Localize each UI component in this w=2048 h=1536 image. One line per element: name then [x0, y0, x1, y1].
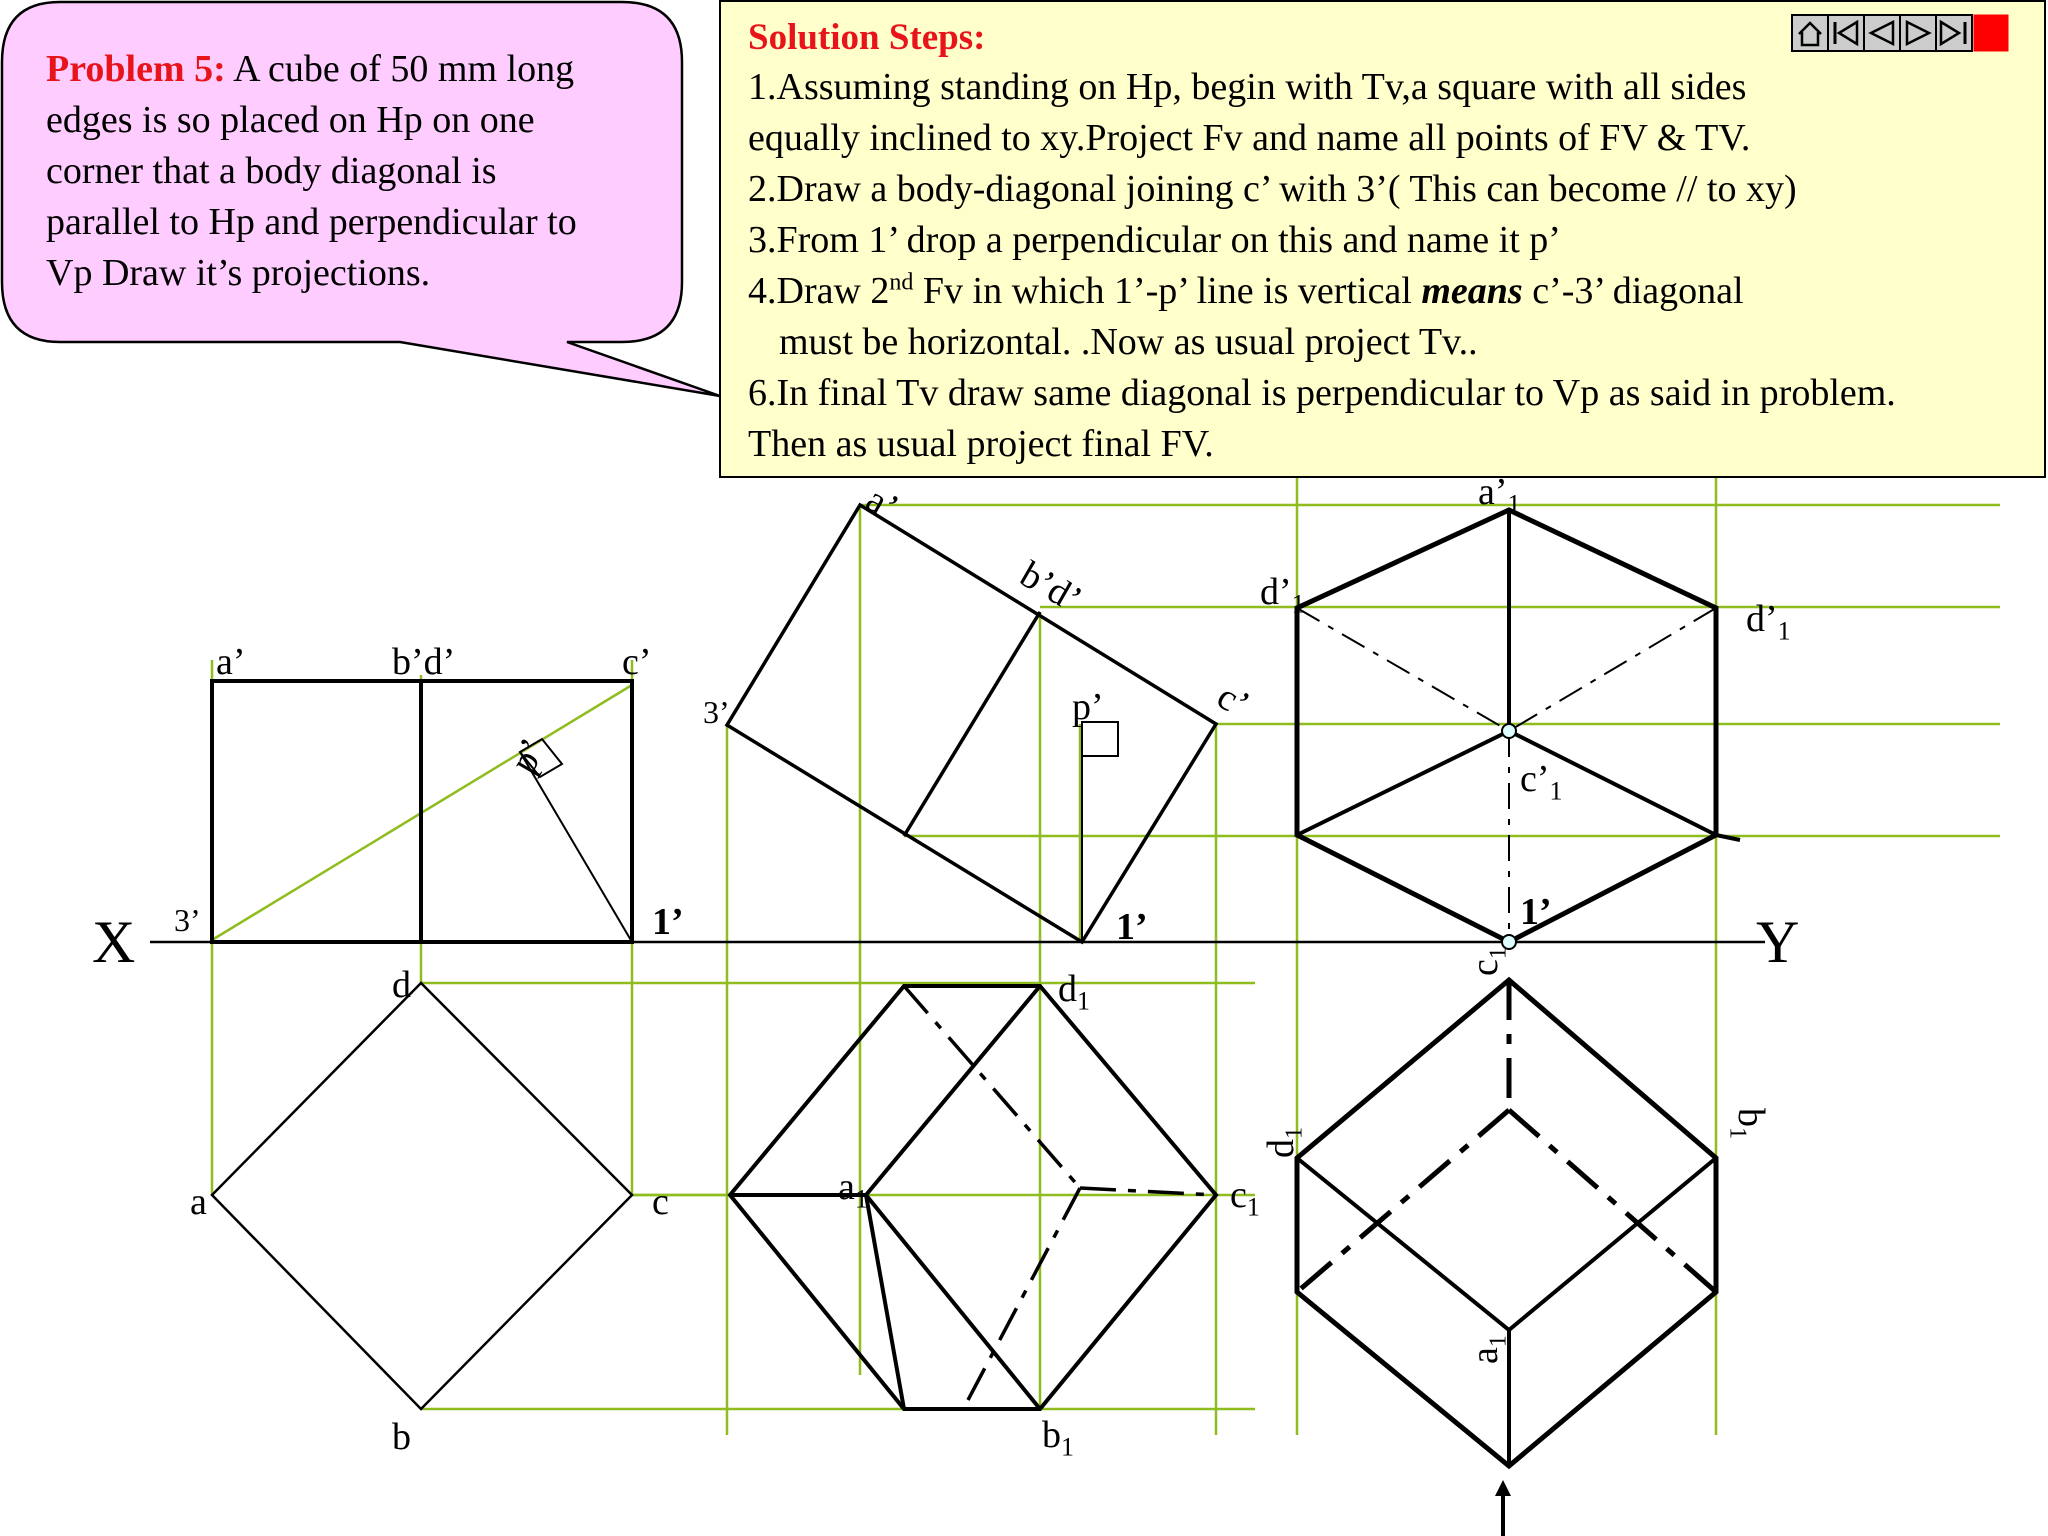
tv2-label-d [1058, 970, 1090, 1015]
problem-heading: Problem 5: [46, 48, 226, 90]
solution-title: Solution Steps: [748, 17, 986, 58]
step-line-5-a: 4.Draw 2 [748, 270, 890, 312]
tv3-label-a [1466, 1335, 1511, 1364]
tv2-label-b [1042, 1416, 1074, 1461]
fv3-label-d-left [1260, 573, 1305, 618]
problem-text-3: corner that a body diagonal is [46, 150, 497, 192]
tv2-label-d-sub: 1 [1077, 986, 1090, 1016]
previous-slide-icon[interactable] [1864, 15, 1900, 51]
tv2-label-a-text: a [838, 1166, 855, 1208]
home-icon[interactable] [1792, 15, 1828, 51]
fv3-label-a-text: a’ [1478, 471, 1508, 513]
fv2-label-a: a’ [859, 478, 906, 530]
step-line-5 [748, 269, 1744, 313]
tv1-label-a: a [190, 1181, 207, 1223]
fv3-label-1: 1’ [1520, 891, 1552, 933]
tv3-label-d-sub: 1 [1281, 1127, 1308, 1139]
slide-navigation [1791, 12, 2033, 54]
tv3-label-b-sub: 1 [1724, 1127, 1751, 1139]
tv3-label-c [1466, 947, 1511, 976]
step-line-4: 3.From 1’ drop a perpendicular on this and name it p’ [748, 219, 1561, 261]
problem-text-1: A cube of 50 mm long [225, 48, 575, 90]
step-line-5-sup: nd [889, 269, 914, 296]
tv2-label-d-text: d [1058, 968, 1077, 1010]
fv3-label-a-sub: 1 [1507, 489, 1521, 519]
problem-text-2: edges is so placed on Hp on one [46, 99, 535, 141]
fv2-label-3: 3’ [703, 694, 730, 730]
tv3-label-b-text: b [1730, 1108, 1772, 1127]
problem-text-4: parallel to Hp and perpendicular to [46, 201, 577, 243]
tv2-label-a-sub: 1 [854, 1184, 868, 1214]
tv3-label-d [1262, 1127, 1307, 1158]
fv2-label-c: c’ [1210, 675, 1257, 727]
step-line-5-em: means [1421, 270, 1523, 312]
final-front-view [1297, 510, 1740, 949]
step-line-5-c: c’-3’ diagonal [1522, 270, 1744, 312]
step-line-8: Then as usual project final FV. [748, 423, 1214, 465]
step-line-2: equally inclined to xy.Project Fv and name all points of FV & TV. [748, 117, 1751, 159]
x-label: X [92, 909, 136, 975]
tv2-label-b-sub: 1 [1061, 1432, 1074, 1462]
tv3-label-b [1725, 1108, 1770, 1139]
second-top-view [730, 986, 1216, 1409]
tv2-label-a [838, 1168, 868, 1213]
step-line-5-b: Fv in which 1’-p’ line is vertical [913, 270, 1422, 312]
end-show-icon[interactable] [1974, 15, 2008, 51]
fv1-label-3: 3’ [174, 902, 201, 938]
tv2-label-c-sub: 1 [1246, 1192, 1260, 1222]
first-slide-icon[interactable] [1828, 15, 1864, 51]
tv1-label-c: c [652, 1181, 669, 1223]
solution-steps-box [719, 0, 2046, 478]
fv1-label-p: p’ [502, 731, 555, 780]
last-slide-icon[interactable] [1936, 15, 1972, 51]
fv2-label-p: p’ [1072, 686, 1104, 728]
fv3-label-a [1478, 473, 1521, 518]
fv3-label-c-text: c’ [1520, 758, 1550, 800]
problem-text-5: Vp Draw it’s projections. [46, 252, 431, 294]
second-front-view [727, 505, 1216, 942]
step-line-7: 6.In final Tv draw same diagonal is perpendicular to Vp as said in problem. [748, 372, 1896, 414]
final-top-view [1297, 980, 1716, 1536]
tv2-label-b-text: b [1042, 1414, 1061, 1456]
fv3-label-c-sub: 1 [1549, 776, 1563, 806]
fv1-label-c: c’ [622, 641, 652, 683]
fv3-label-dr-sub: 1 [1777, 616, 1791, 646]
tv3-label-a-sub: 1 [1485, 1335, 1512, 1348]
step-line-6: must be horizontal. .Now as usual project Tv.. [779, 321, 1478, 363]
fv3-label-dl-text: d’ [1260, 571, 1292, 613]
fv3-label-dl-sub: 1 [1291, 589, 1305, 619]
tv3-label-c-text: c [1464, 959, 1506, 976]
problem-statement [46, 44, 676, 299]
first-top-view [212, 983, 632, 1409]
tv3-label-c-sub: 1 [1485, 947, 1512, 960]
next-slide-icon[interactable] [1900, 15, 1936, 51]
fv3-label-d-right [1746, 600, 1791, 645]
fv1-label-1: 1’ [652, 901, 684, 943]
tv3-label-d-text: d [1260, 1139, 1302, 1158]
tv2-label-c [1230, 1176, 1260, 1221]
step-line-1: 1.Assuming standing on Hp, begin with Tv,a square with all sides [748, 66, 1747, 108]
projector-lines [212, 478, 2000, 1435]
y-label: Y [1756, 909, 1800, 975]
tv1-label-b: b [392, 1416, 411, 1458]
fv1-label-a: a’ [216, 641, 246, 683]
fv3-label-dr-text: d’ [1746, 598, 1778, 640]
fv3-label-c [1520, 760, 1563, 805]
fv2-label-1: 1’ [1116, 906, 1148, 948]
tv2-label-c-text: c [1230, 1174, 1247, 1216]
step-line-3: 2.Draw a body-diagonal joining c’ with 3’( This can become // to xy) [748, 168, 1797, 210]
tv3-label-a-text: a [1464, 1347, 1506, 1364]
tv1-label-d: d [392, 964, 411, 1006]
fv2-label-bd: b’d’ [1013, 553, 1089, 622]
fv1-label-bd: b’d’ [392, 641, 456, 683]
